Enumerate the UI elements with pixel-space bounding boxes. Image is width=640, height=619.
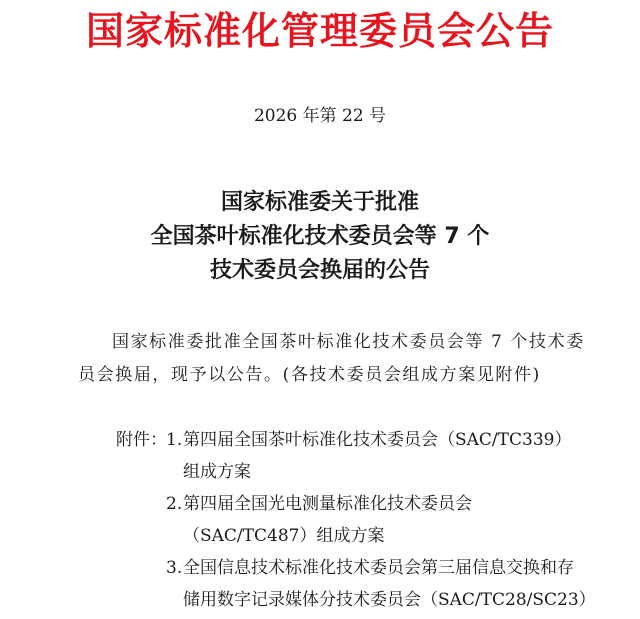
attachments-label: 附件：	[116, 430, 167, 450]
body-line-2: 员会换届，现予以公告。(各技术委员会组成方案见附件)	[78, 365, 541, 385]
body-line-1: 国家标准委批准全国茶叶标准化技术委员会等 7 个技术委	[112, 332, 585, 352]
attachment-number: 2.	[166, 494, 183, 514]
document-number: 2026 年第 22 号	[253, 106, 387, 126]
attachment-number: 1.	[166, 430, 183, 450]
attachment-line: （SAC/TC487）组成方案	[183, 526, 385, 546]
attachment-line: 全国信息技术标准化技术委员会第三届信息交换和存	[183, 558, 574, 578]
attachment-line: 储用数字记录媒体分技术委员会（SAC/TC28/SC23）	[183, 590, 596, 610]
title-line-3: 技术委员会换届的公告	[209, 258, 430, 283]
attachment-line: 第四届全国光电测量标准化技术委员会	[183, 494, 472, 514]
attachment-text	[183, 424, 593, 488]
attachment-text	[183, 488, 593, 552]
masthead-title: 国家标准化管理委员会公告	[85, 9, 554, 53]
attachment-line: 组成方案	[183, 462, 251, 482]
announcement-body	[78, 326, 585, 392]
attachment-number: 3.	[166, 558, 183, 578]
announcement-title	[0, 186, 640, 288]
title-line-1: 国家标准委关于批准	[220, 190, 419, 215]
attachment-text	[183, 552, 596, 616]
attachment-line: 第四届全国茶叶标准化技术委员会（SAC/TC339）	[183, 430, 572, 450]
title-line-2: 全国茶叶标准化技术委员会等 7 个	[150, 224, 490, 249]
